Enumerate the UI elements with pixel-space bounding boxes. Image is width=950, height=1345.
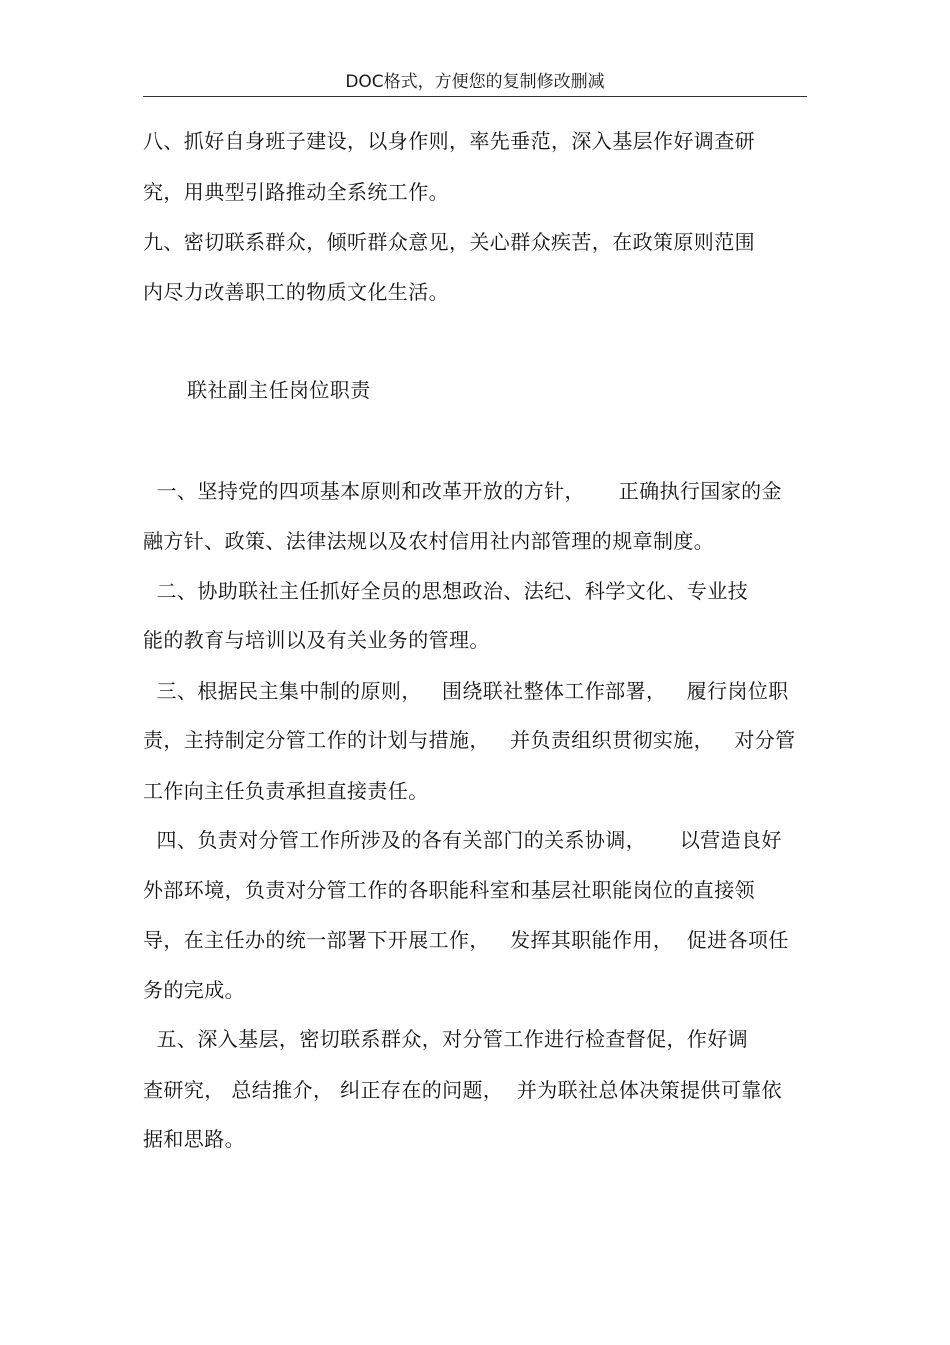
paragraph-line: 二、协助联社主任抓好全员的思想政治、法纪、科学文化、专业技 — [143, 579, 749, 603]
paragraph-line: 据和思路。 — [143, 1127, 245, 1151]
paragraph-line: 五、深入基层，密切联系群众，对分管工作进行检查督促，作好调 — [143, 1027, 749, 1051]
header-rule — [143, 96, 807, 97]
paragraph-line: 四、负责对分管工作所涉及的各有关部门的关系协调， 以营造良好 — [143, 828, 782, 852]
paragraph-line: 查研究， 总结推介， 纠正存在的问题， 并为联社总体决策提供可靠依 — [143, 1078, 783, 1102]
paragraph-line: 工作向主任负责承担直接责任。 — [143, 779, 429, 803]
paragraph-line: 三、根据民主集中制的原则， 围绕联社整体工作部署， 履行岗位职 — [143, 679, 789, 703]
page-header: DOC格式，方便您的复制修改删减 — [345, 72, 605, 92]
section-title: 联社副主任岗位职责 — [187, 378, 371, 402]
paragraph-line: 八、抓好自身班子建设，以身作则，率先垂范，深入基层作好调查研 — [143, 129, 755, 153]
paragraph-line: 融方针、政策、法律法规以及农村信用社内部管理的规章制度。 — [143, 529, 715, 553]
paragraph-line: 能的教育与培训以及有关业务的管理。 — [143, 628, 490, 652]
paragraph-line: 内尽力改善职工的物质文化生活。 — [143, 280, 449, 304]
paragraph-line: 外部环境，负责对分管工作的各职能科室和基层社职能岗位的直接领 — [143, 878, 755, 902]
paragraph-line: 责，主持制定分管工作的计划与措施， 并负责组织贯彻实施， 对分管 — [143, 728, 796, 752]
paragraph-line: 究，用典型引路推动全系统工作。 — [143, 180, 449, 204]
paragraph-line: 九、密切联系群众，倾听群众意见，关心群众疾苦，在政策原则范围 — [143, 230, 755, 254]
paragraph-line: 务的完成。 — [143, 978, 245, 1002]
paragraph-line: 一、坚持党的四项基本原则和改革开放的方针， 正确执行国家的金 — [143, 479, 782, 503]
paragraph-line: 导，在主任办的统一部署下开展工作， 发挥其职能作用， 促进各项任 — [143, 928, 789, 952]
